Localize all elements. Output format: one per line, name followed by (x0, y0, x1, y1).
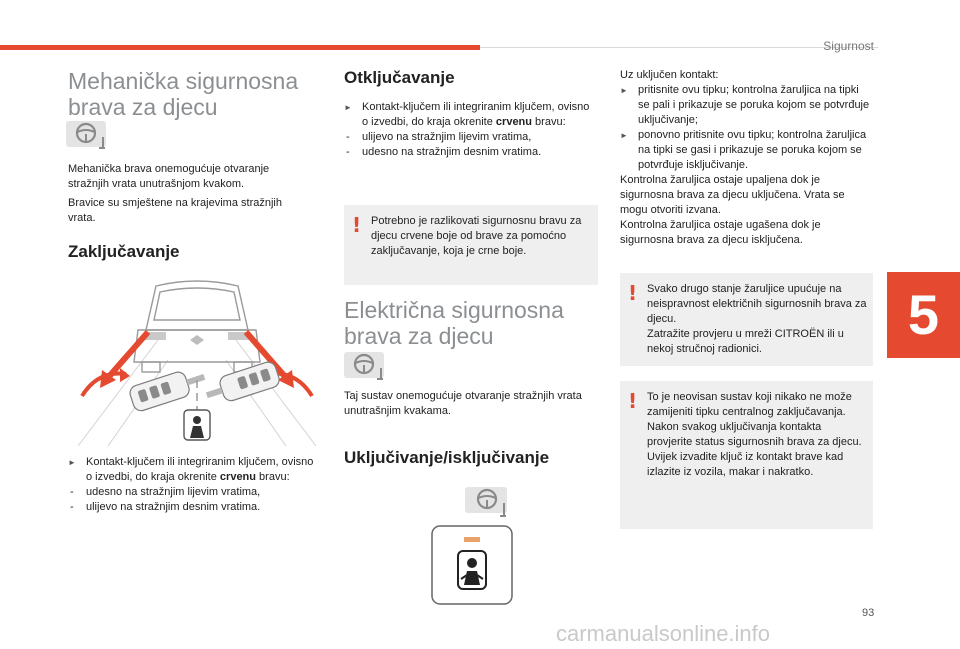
warning-text: Potrebno je razlikovati sigurnosnu bravu za djecu crvene boje od brave za pomoćno zaključavanje, koja je crne boje. (371, 215, 582, 257)
locking-title: Zaključavanje (68, 242, 180, 261)
unlock-bullet: ► Kontakt-ključem ili integriranim ključem, ovisno o izvedbi, do kraja okrenite crvenu bravu: (344, 100, 596, 130)
warning-line: Svako drugo stanje žaruljice upućuje na neispravnost električnih sigurnosnih brava za djecu. (647, 283, 867, 325)
warning-icon: ! (352, 213, 362, 237)
indicator-off-desc: Kontrolna žaruljica ostaje ugašena dok je sigurnosna brava za djecu isključena. (620, 219, 821, 246)
child-lock-button-icon (431, 525, 513, 605)
top-rule (480, 47, 878, 48)
warning-box-malfunction (620, 273, 873, 366)
onoff-instructions (620, 68, 872, 248)
top-accent-bar (0, 45, 480, 50)
lock-bullet: ► Kontakt-ključem ili integriranim ključem, ovisno o izvedbi, do kraja okrenite crvenu bravu: (68, 455, 320, 485)
page-number: 93 (862, 607, 875, 619)
unlock-dash-1: - ulijevo na stražnjim lijevim vratima, (344, 130, 596, 145)
warning-icon: ! (628, 389, 638, 413)
warning-line: Zatražite provjeru u mreži CITROËN ili u nekoj stručnoj radionici. (647, 328, 844, 355)
steering-wheel-key-icon (465, 485, 513, 519)
indicator-on-desc: Kontrolna žaruljica ostaje upaljena dok je sigurnosna brava za djecu uključena. Vrata se mogu otvoriti izvana. (620, 174, 845, 216)
onoff-bullet-2: ► ponovno pritisnite ovu tipku; kontrolna žaruljica na tipki se gasi i prikazuje se poruka kojom se potvrđuje isključivanje. (620, 128, 872, 173)
mech-lock-title: Mehanička sigurnosna brava za djecu (68, 68, 299, 120)
warning-line: Uvijek izvadite ključ iz kontakt brave kad izlazite iz vozila, makar i nakratko. (647, 451, 844, 478)
warning-text (647, 390, 867, 480)
electric-lock-title: Električna sigurnosna brava za djecu (344, 297, 564, 349)
warning-box-independent (620, 381, 873, 529)
unlock-instructions (344, 100, 596, 160)
warning-line: Nakon svakog uključivanja kontakta provjerite status sigurnosnih brava za djecu. (647, 421, 862, 448)
mech-lock-desc-2: Bravice su smještene na krajevima stražnjih vrata. (68, 197, 282, 224)
unlock-dash-2: - udesno na stražnjim desnim vratima. (344, 145, 596, 160)
steering-wheel-key-icon (66, 119, 110, 151)
onoff-intro: Uz uključen kontakt: (620, 69, 719, 81)
warning-line: To je neovisan sustav koji nikako ne može zamijeniti tipku centralnog zaključavanja. (647, 391, 852, 418)
warning-icon: ! (628, 281, 638, 305)
section-title: Sigurnost (823, 39, 874, 53)
unlocking-title: Otključavanje (344, 68, 455, 87)
lock-instructions (68, 455, 320, 515)
child-lock-illustration (68, 270, 326, 446)
steering-wheel-key-icon (344, 350, 388, 382)
lock-dash-1: - udesno na stražnjim lijevim vratima, (68, 485, 320, 500)
warning-text (647, 282, 867, 357)
chapter-tab: 5 (887, 272, 960, 358)
electric-lock-desc: Taj sustav onemogućuje otvaranje stražnjih vrata unutrašnjim kvakama. (344, 390, 582, 417)
mech-lock-desc-1: Mehanička brava onemogućuje otvaranje stražnjih vrata unutrašnjom kvakom. (68, 163, 270, 190)
lock-dash-2: - ulijevo na stražnjim desnim vratima. (68, 500, 320, 515)
onoff-bullet-1: ► pritisnite ovu tipku; kontrolna žaruljica na tipki se pali i prikazuje se poruka kojom se potvrđuje uključivanje; (620, 83, 872, 128)
warning-box-colors (344, 205, 598, 285)
watermark: carmanualsonline.info (556, 621, 771, 646)
onoff-title: Uključivanje/isključivanje (344, 448, 550, 467)
